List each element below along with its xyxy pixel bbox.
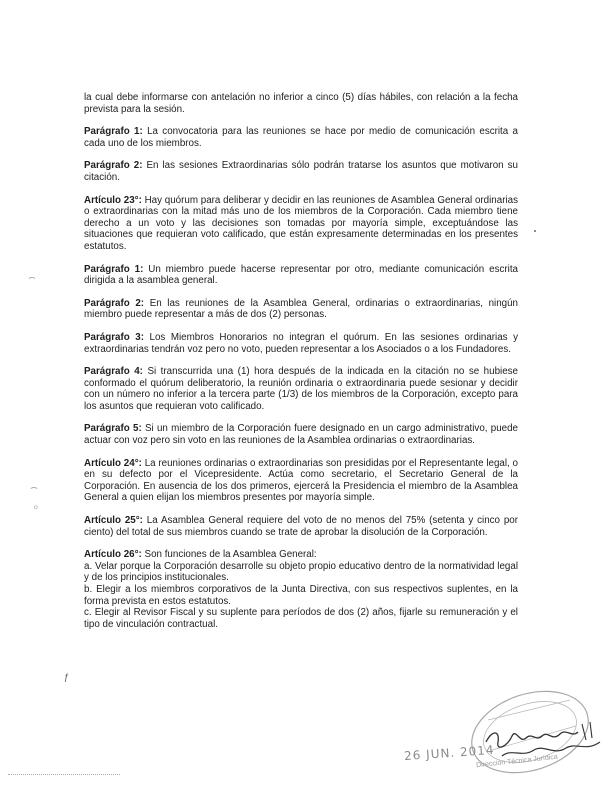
paragraph-paragrafo-4 [84, 366, 518, 412]
paragraph-continuation [84, 92, 518, 115]
document-body [84, 92, 518, 641]
paragraph-paragrafo-1 [84, 264, 518, 287]
paragraph-label: Artículo 25°: [84, 515, 143, 527]
paragraph-articulo-24 [84, 458, 518, 504]
stamp-date: 26 JUN. 2014 [403, 742, 495, 764]
paragraph-label: Artículo 24°: [84, 457, 142, 469]
stamp-office: Dirección Técnica Jurídica [475, 753, 559, 770]
paragraph-label: Parágrafo 1: [84, 126, 143, 138]
paragraph-text: la cual debe informarse con antelación no inferior a cinco (5) días hábiles, con relación a la fecha prevista para la sesión. [84, 92, 518, 115]
margin-scribble-mark: ∘ [32, 500, 40, 514]
paragraph-text: Son funciones de la Asamblea General: [144, 549, 317, 561]
paragraph-text: Si transcurrida una (1) hora después de la indicada en la citación no se hubiese conformado el quórum deliberatorio, la reunión ordinaria o extraordinaria puede sesionar y decidir con un número no inferior a la tercera parte (1/3) de los miembros de la Corporación, excepto para los asuntos que requieran voto calificado. [84, 366, 518, 412]
list-item: c. Elegir al Revisor Fiscal y su suplente para períodos de dos (2) años, fijarle su remuneración y el tipo de vinculación contractual. [84, 607, 518, 630]
paragraph-paragrafo-1 [84, 126, 518, 149]
paragraph-text: La convocatoria para las reuniones se hace por medio de comunicación escrita a cada uno de los miembros. [84, 126, 518, 149]
margin-hole-mark: ⌢ [30, 480, 38, 494]
paragraph-text: Hay quórum para deliberar y decidir en las reuniones de Asamblea General ordinarias o extraordinarias con la mitad más uno de los miembros de la Corporación. Cada miembro tiene derecho a un voto y las decisiones son tomadas por mayoría simple, exceptuándose las situaciones que requieran voto calificado, que están expresamente determinadas en los presentes estatutos. [84, 194, 518, 252]
bottom-dotted-rule [8, 774, 120, 775]
paragraph-paragrafo-2 [84, 160, 518, 183]
list-item: b. Elegir a los miembros corporativos de la Junta Directiva, con sus respectivos suplentes, en la forma prevista en estos estatutos. [84, 584, 518, 607]
paragraph-text: En las reuniones de la Asamblea General, ordinarias o extraordinarias, ningún miembro puede representar a más de dos (2) personas. [84, 297, 518, 321]
paragraph-label: Artículo 23°: [84, 194, 142, 206]
paragraph-paragrafo-3 [84, 332, 518, 355]
handwritten-signature [482, 712, 610, 764]
paragraph-label: Parágrafo 4: [84, 366, 143, 378]
stray-dot [534, 230, 536, 232]
paragraph-label: Parágrafo 5: [84, 423, 142, 435]
paragraph-label: Parágrafo 1: [84, 263, 144, 275]
paragraph-paragrafo-2 [84, 298, 518, 321]
paragraph-text: Los Miembros Honorarios no integran el quórum. En las sesiones ordinarias y extraordinarias tendrán voz pero no voto, pueden representar a los Asociados o a los Fundadores. [84, 331, 518, 355]
margin-bullet-mark: ƒ [64, 672, 70, 682]
paragraph-text: Si un miembro de la Corporación fuere designado en un cargo administrativo, puede actuar con voz pero sin voto en las reuniones de la Asamblea ordinarias o extraordinarias. [84, 423, 518, 447]
paragraph-label: Parágrafo 2: [84, 297, 145, 309]
paragraph-paragrafo-5 [84, 423, 518, 446]
paragraph-articulo-26 [84, 549, 518, 630]
paragraph-articulo-23 [84, 195, 518, 253]
paragraph-label: Parágrafo 3: [84, 331, 144, 343]
paragraph-text: Un miembro puede hacerse representar por otro, mediante comunicación escrita dirigida a la asamblea general. [84, 263, 518, 287]
paragraph-text: La Asamblea General requiere del voto de no menos del 75% (setenta y cinco por ciento) del total de sus miembros cuando se trate de aprobar la disolución de la Corporación. [84, 515, 519, 538]
margin-hole-mark: ⌢ [28, 270, 36, 284]
paragraph-articulo-25 [84, 515, 518, 538]
paragraph-text: La reuniones ordinarias o extraordinarias son presididas por el Representante legal, o en su defecto por el Vicepresidente. Actúa como secretario, el Secretario General de la Corporación. En ausencia de los dos primeros, ejercerá la Presidencia el miembro de la Asamblea General a quien elijan los miembros presentes por mayoría simple. [84, 457, 518, 504]
paragraph-text: En las sesiones Extraordinarias sólo podrán tratarse los asuntos que motivaron su citación. [84, 160, 518, 183]
paragraph-label: Parágrafo 2: [84, 160, 143, 172]
list-item: a. Velar porque la Corporación desarrolle su objeto propio educativo dentro de la normatividad legal y de los principios institucionales. [84, 560, 518, 584]
paragraph-label: Artículo 26°: [84, 549, 142, 561]
